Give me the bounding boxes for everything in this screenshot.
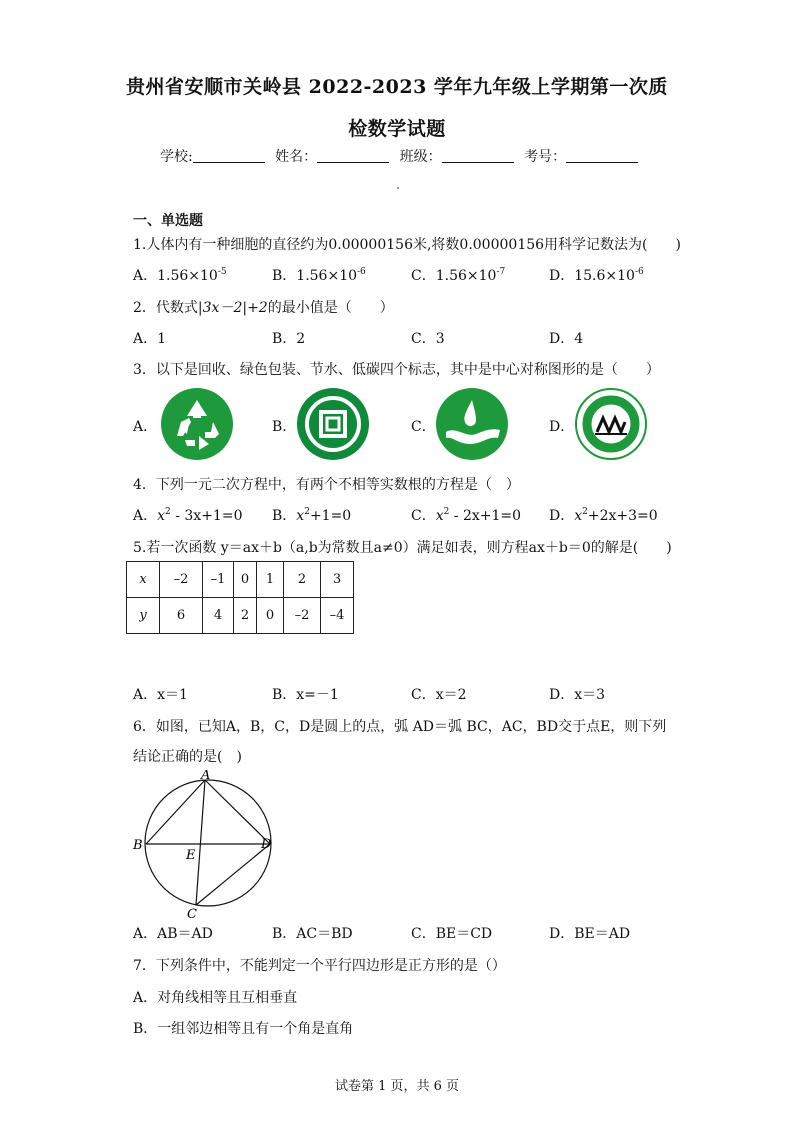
table-cell: 2 — [284, 562, 321, 598]
school-blank[interactable] — [193, 148, 265, 163]
label-d: D — [261, 837, 272, 852]
q3-option-a: A． — [133, 419, 158, 435]
q3-stem: 3．以下是回收、绿色包装、节水、低碳四个标志，其中是中心对称图形的是（ ） — [133, 362, 660, 378]
label-c: C — [187, 907, 197, 918]
q2-option-a: A．1 — [133, 331, 167, 347]
q1-option-d: D．$15.6\times 10^{-6}$ — [549, 267, 644, 284]
table-cell: –1 — [203, 562, 234, 598]
q6-option-a: A．AB＝AD — [133, 926, 213, 942]
q1-stem: 1.人体内有一种细胞的直径约为0.00000156米,将数0.00000156用科学记数法为( ) — [133, 237, 681, 253]
q4-option-b: B．$x^2+1=0$ — [272, 507, 352, 524]
exam-title-line2: 检数学试题 — [348, 118, 446, 140]
segment-ad — [205, 780, 270, 844]
q5-option-d: D．x＝3 — [549, 687, 606, 703]
segment-ac — [196, 780, 205, 905]
q6-stem-line1: 6．如图，已知A，B，C，D是圆上的点，弧 AD＝弧 BC，AC，BD交于点E，则下列 — [133, 719, 667, 735]
q2-option-c: C．3 — [411, 331, 445, 347]
q1-option-c: C．$1.56\times 10^{-7}$ — [411, 267, 506, 284]
q3-option-c: C． — [411, 419, 436, 435]
q6-option-c: C．BE＝CD — [411, 926, 493, 942]
q7-option-b: B．一组邻边相等且有一个角是直角 — [133, 1021, 354, 1037]
q5-option-c: C．x＝2 — [411, 687, 467, 703]
circle-outline — [145, 780, 271, 906]
table-row — [127, 562, 354, 598]
table-cell: 6 — [160, 598, 203, 634]
table-cell: –4 — [321, 598, 354, 634]
q1-option-a: A．$1.56\times 10^{-5}$ — [133, 267, 227, 284]
name-label: 姓名： — [275, 149, 318, 165]
q3-option-d: D． — [549, 419, 575, 435]
stray-dot — [397, 187, 399, 189]
section-title: 一、单选题 — [133, 213, 203, 229]
table-cell: 0 — [234, 562, 257, 598]
school-label: 学校: — [160, 149, 193, 165]
q6-stem-line2: 结论正确的是( ) — [133, 749, 242, 765]
recycle-logo-icon — [161, 388, 233, 460]
q4-option-c: C．$x^2 - 2x+1=0$ — [411, 507, 522, 524]
table-cell: y — [127, 598, 160, 634]
q5-option-a: A．x＝1 — [133, 687, 188, 703]
q3-option-b: B． — [272, 419, 297, 435]
table-cell: 0 — [257, 598, 284, 634]
table-cell: x — [127, 562, 160, 598]
q7-stem: 7．下列条件中，不能判定一个平行四边形是正方形的是（） — [133, 958, 506, 974]
class-label: 班级： — [399, 149, 442, 165]
table-row — [127, 598, 354, 634]
exam-title-line1: 贵州省安顺市关岭县 2022-2023 学年九年级上学期第一次质 — [126, 76, 668, 98]
table-cell: –2 — [284, 598, 321, 634]
low-carbon-logo-icon — [575, 388, 647, 460]
table-cell: 3 — [321, 562, 354, 598]
segment-cd — [196, 844, 270, 905]
table-cell: 1 — [257, 562, 284, 598]
number-blank[interactable] — [566, 148, 638, 163]
q5-stem: 5.若一次函数 y＝ax＋b（a,b为常数且a≠0）满足如表，则方程ax＋b＝0的解是( ) — [133, 540, 672, 556]
q2-option-b: B．2 — [272, 331, 306, 347]
table-cell: 4 — [203, 598, 234, 634]
label-b: B — [133, 838, 143, 853]
q4-stem: 4．下列一元二次方程中，有两个不相等实数根的方程是（ ） — [133, 477, 520, 493]
class-blank[interactable] — [442, 148, 514, 163]
label-e: E — [186, 848, 196, 863]
water-saving-logo-icon — [436, 388, 508, 460]
student-info-row — [160, 146, 644, 166]
q6-option-d: D．BE＝AD — [549, 926, 631, 942]
q5-value-table — [126, 561, 354, 634]
q7-option-a: A．对角线相等且互相垂直 — [133, 990, 298, 1006]
table-cell: 2 — [234, 598, 257, 634]
table-cell: –2 — [160, 562, 203, 598]
label-a: A — [201, 770, 211, 783]
green-packaging-logo-icon — [297, 388, 369, 460]
number-label: 考号： — [524, 149, 567, 165]
q4-option-d: D．$x^2+2x+3=0$ — [549, 507, 658, 524]
circle-diagram — [130, 770, 280, 918]
q2-option-d: D．4 — [549, 331, 584, 347]
q6-option-b: B．AC＝BD — [272, 926, 353, 942]
name-blank[interactable] — [317, 148, 389, 163]
q2-stem: 2．代数式|3x－2|+2的最小值是（ ） — [133, 300, 394, 316]
page-footer: 试卷第 1 页，共 6 页 — [334, 1079, 460, 1094]
q5-option-b: B．x=－1 — [272, 687, 339, 703]
q1-option-b: B．$1.56\times 10^{-6}$ — [272, 267, 366, 284]
q4-option-a: A．$x^2 - 3x+1=0$ — [133, 507, 243, 524]
